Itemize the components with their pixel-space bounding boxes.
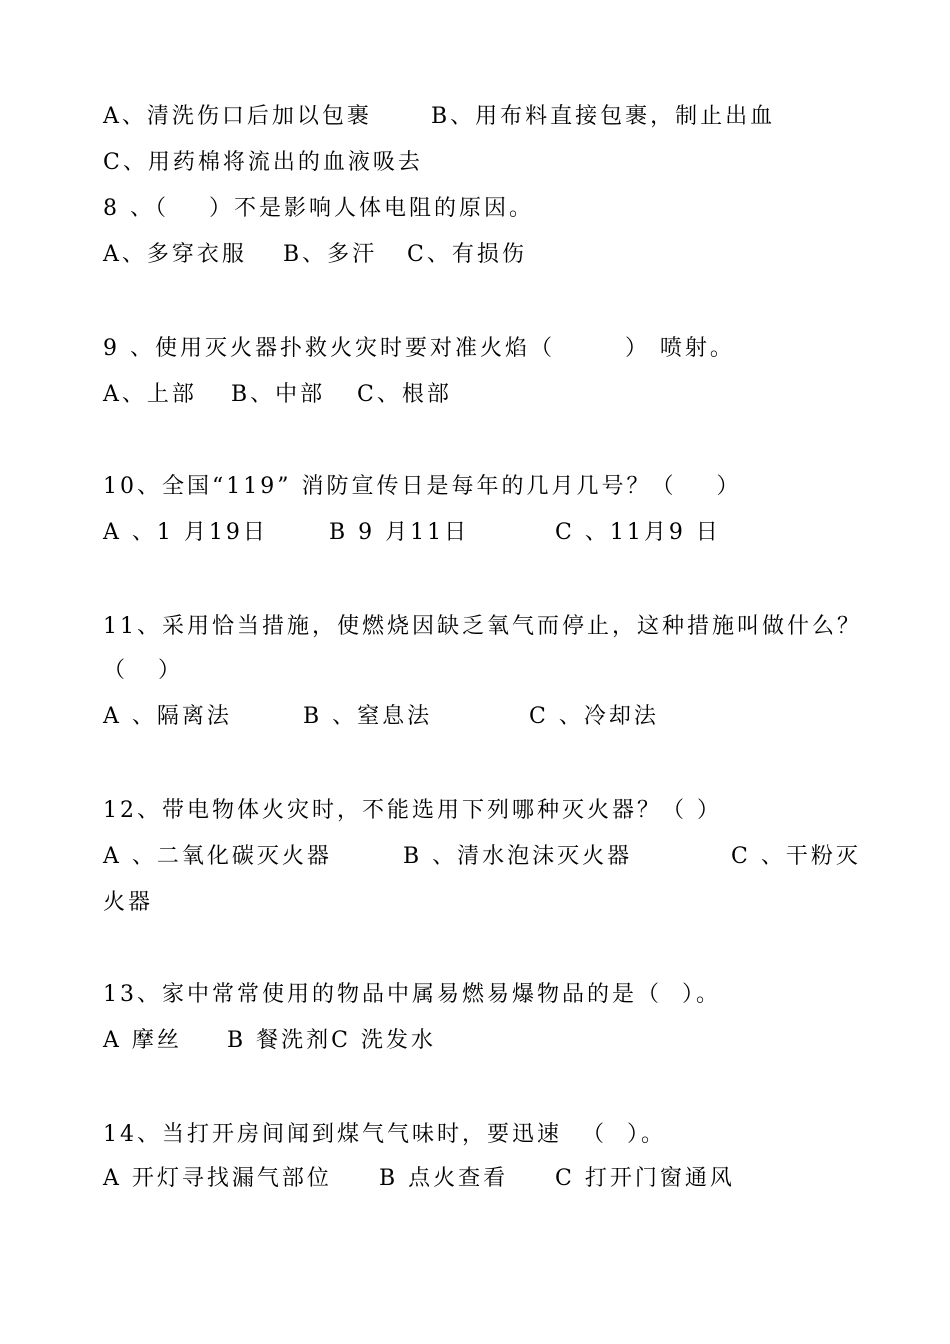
q9-option-b: B、中部	[231, 382, 326, 407]
q10-option-c: C 、11月9 日	[555, 520, 721, 545]
question-9-text: 9 、使用灭火器扑救火灾时要对准火焰（ ） 喷射。	[103, 336, 735, 361]
q8-option-c: C、有损伤	[407, 242, 527, 267]
q12-option-c-continued: 火器	[103, 890, 154, 915]
q14-option-b: B 点火查看	[379, 1166, 509, 1191]
q7-option-a: A、清洗伤口后加以包裹	[103, 104, 372, 129]
q8-option-b: B、多汗	[283, 242, 378, 267]
q12-options-continued	[103, 888, 154, 978]
q9-option-a: A、上部	[103, 382, 197, 407]
question-10-text: 10、全国“119” 消防宣传日是每年的几月几号？（ ）	[103, 474, 742, 499]
q14-option-c: C 打开门窗通风	[555, 1166, 735, 1191]
q13-option-a: A 摩丝	[103, 1028, 182, 1053]
q12-option-c: C 、干粉灭	[731, 844, 861, 869]
q12-option-a: A 、二氧化碳灭火器	[103, 844, 332, 869]
q11-option-a: A 、隔离法	[103, 704, 232, 729]
question-11-text: 11、采用恰当措施，使燃烧因缺乏氧气而停止，这种措施叫做什么？	[103, 614, 862, 639]
q11-option-c: C 、冷却法	[529, 704, 659, 729]
q10-option-a: A 、1 月19日	[103, 520, 268, 545]
question-12-text: 12、带电物体火灾时，不能选用下列哪种灭火器？（ ）	[103, 798, 722, 823]
question-8-text: 8 、（ ）不是影响人体电阻的原因。	[103, 196, 534, 221]
question-13-text: 13、家中常常使用的物品中属易燃易爆物品的是（ ）。	[103, 982, 721, 1007]
q7-option-b: B、用布料直接包裹，制止出血	[431, 104, 776, 129]
question-14-text: 14、当打开房间闻到煤气气味时，要迅速 （ ）。	[103, 1122, 666, 1147]
q12-option-b: B 、清水泡沫灭火器	[403, 844, 633, 869]
question-11-blank-text: （ ）	[103, 658, 183, 683]
q7-option-c: C、用药棉将流出的血液吸去	[103, 150, 423, 175]
q9-option-c: C、根部	[357, 382, 452, 407]
q14-option-a: A 开灯寻找漏气部位	[103, 1166, 332, 1191]
q11-option-b: B 、窒息法	[303, 704, 433, 729]
q10-option-b: B 9 月11日	[329, 520, 470, 545]
q8-option-a: A、多穿衣服	[103, 242, 247, 267]
q13-option-bc: B 餐洗剂C 洗发水	[227, 1028, 436, 1053]
q14-options	[103, 1164, 735, 1314]
